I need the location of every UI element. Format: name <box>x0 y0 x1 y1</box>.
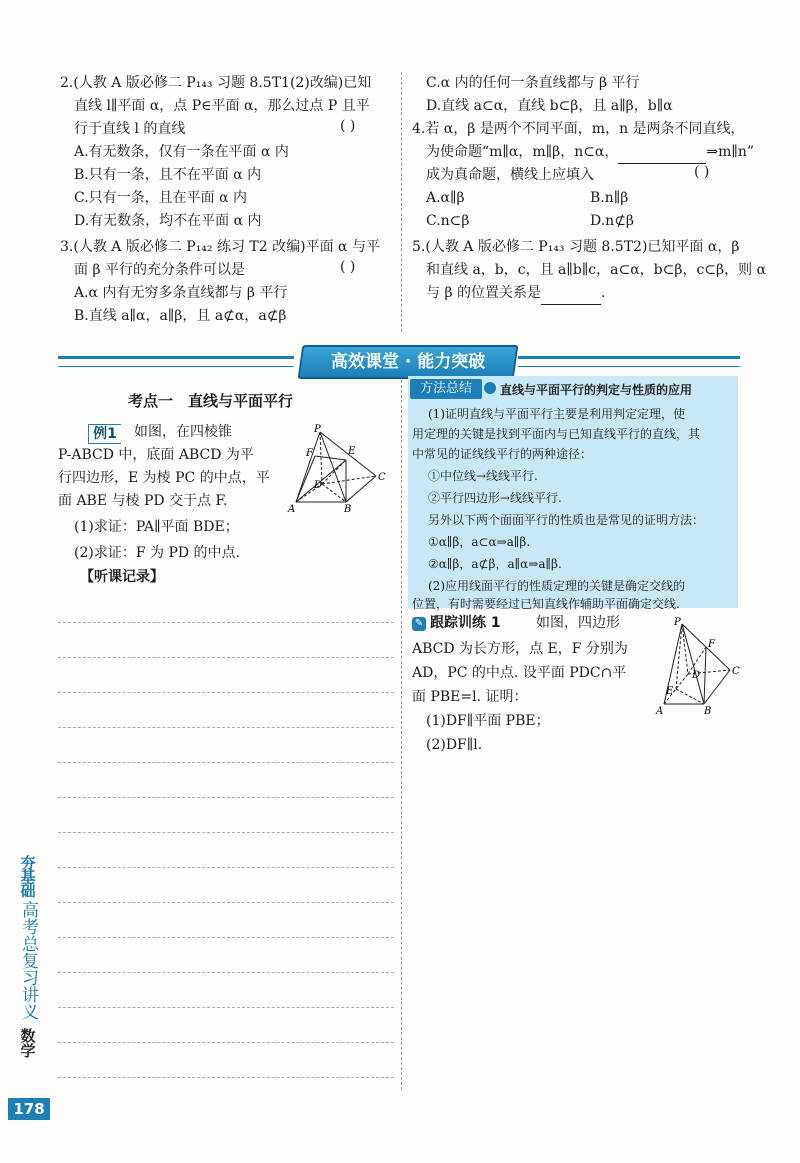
fig1-label-e: E <box>348 446 356 457</box>
sidebar-subject: 数学 <box>18 1028 37 1058</box>
q4-line-3: 成为真命题，横线上应填入 <box>426 167 594 183</box>
method-line-5: ②平行四边形→线线平行. <box>428 491 562 505</box>
fig2-label-a: A <box>656 706 664 716</box>
training-line-4: 面 PBE=l. 证明： <box>412 689 528 705</box>
training-part-1: (1)DF∥平面 PBE； <box>426 713 550 729</box>
q4-answer-paren: ( ) <box>694 164 710 180</box>
q5-line-2: 和直线 a，b，c，且 a∥b∥c，a⊂α，b⊂β，c⊂β，则 α <box>426 262 767 278</box>
method-line-2: 用定理的关键是找到平面内与已知直线平行的直线，其 <box>412 427 701 441</box>
method-line-8: ②α∥β，a⊄β，a∥α⇒a∥β. <box>428 557 562 571</box>
speech-bubble-icon <box>484 382 496 394</box>
fig2-label-c: C <box>732 666 740 677</box>
method-line-9: (2)应用线面平行的性质定理的关键是确定交线的 <box>428 579 685 593</box>
notes-label: 【听课记录】 <box>80 569 164 585</box>
q4-option-d: D.n⊄β <box>590 213 635 229</box>
fig2-label-d: D <box>692 670 701 681</box>
note-line <box>58 1007 394 1008</box>
method-summary-tag: 方法总结 <box>410 379 482 399</box>
sidebar-series: 高考总复习讲义 <box>18 901 38 1020</box>
q2-option-a: A.有无数条，仅有一条在平面 α 内 <box>74 144 289 160</box>
example-part-2: (2)求证：F 为 PD 的中点. <box>74 545 240 561</box>
training-line-2: ABCD 为长方形，点 E，F 分别为 <box>412 641 628 657</box>
column-divider-bottom <box>401 380 402 1090</box>
q2-line-2: 直线 l∥平面 α，点 P∈平面 α，那么过点 P 且平 <box>74 98 370 114</box>
fig1-label-b: B <box>344 504 352 515</box>
fig2-label-f: F <box>708 639 715 650</box>
q4-option-b: B.n∥β <box>590 190 629 206</box>
q4-line-2 <box>426 141 754 164</box>
note-line <box>58 797 394 798</box>
q2-line-3: 行于直线 l 的直线 <box>74 121 186 137</box>
q3-option-b: B.直线 a∥α，a∥β，且 a⊄α，a⊄β <box>74 308 287 324</box>
note-line <box>58 1077 394 1078</box>
section-banner <box>298 345 519 379</box>
note-line <box>58 727 394 728</box>
column-divider-top <box>401 72 402 332</box>
q3-option-c: C.α 内的任何一条直线都与 β 平行 <box>426 75 640 91</box>
note-line <box>58 937 394 938</box>
sidebar-brand <box>8 855 48 1058</box>
example-line-1: 如图，在四棱锥 <box>134 424 232 440</box>
fig2-label-e: E <box>666 686 674 697</box>
q4-option-a: A.α∥β <box>426 190 465 206</box>
q5-fill-blank[interactable] <box>541 290 601 305</box>
section-title: 考点一 直线与平面平行 <box>128 392 294 410</box>
example-line-4: 面 ABE 与棱 PD 交于点 F. <box>58 493 228 509</box>
q2-line-1: 2.(人教 A 版必修二 P₁₄₃ 习题 8.5T1(2)改编)已知 <box>60 75 372 91</box>
q4-line-2-pre: 为使命题“m∥α，m∥β，n⊂α， <box>426 144 619 160</box>
fig2-label-p: P <box>674 617 681 628</box>
note-line <box>58 832 394 833</box>
method-line-7: ①α∥β，a⊂α⇒a∥β. <box>428 535 531 549</box>
training-line-3: AD，PC 的中点. 设平面 PDC∩平 <box>412 665 627 681</box>
training-line-1: 如图，四边形 <box>536 615 620 631</box>
example-line-3: 行四边形，E 为棱 PC 的中点，平 <box>58 470 270 486</box>
q5-line-3-post: . <box>601 285 606 301</box>
q3-option-a: A.α 内有无穷多条直线都与 β 平行 <box>74 285 288 301</box>
method-line-10: 位置，有时需要经过已知直线作辅助平面确定交线. <box>412 597 680 611</box>
training-icon: ✎ <box>412 617 426 631</box>
q3-line-1: 3.(人教 A 版必修二 P₁₄₂ 练习 T2 改编)平面 α 与平 <box>60 239 380 255</box>
example-part-1: (1)求证：PA∥平面 BDE； <box>74 519 239 535</box>
q4-line-2-post: ⇒m∥n” <box>706 144 755 160</box>
fig1-label-c: C <box>378 472 386 483</box>
fig1-label-d: D <box>314 480 323 491</box>
pyramid-figure-1 <box>284 424 396 516</box>
section-banner-text: 高效课堂 · 能力突破 <box>330 352 486 372</box>
banner-band-left <box>58 356 294 367</box>
q2-option-b: B.只有一条，且不在平面 α 内 <box>74 167 262 183</box>
fig2-label-b: B <box>704 706 712 716</box>
training-part-2: (2)DF∥l. <box>426 737 483 753</box>
q4-fill-blank[interactable] <box>618 149 706 164</box>
q3-option-d: D.直线 a⊂α，直线 b⊂β，且 a∥β，b∥α <box>426 98 673 114</box>
note-line <box>58 762 394 763</box>
method-line-4: ①中位线→线线平行. <box>428 469 538 483</box>
pyramid-figure-2 <box>652 616 746 716</box>
fig1-label-a: A <box>288 504 296 515</box>
q5-line-1: 5.(人教 A 版必修二 P₁₄₃ 习题 8.5T2)已知平面 α，β <box>412 239 740 255</box>
note-line <box>58 622 394 623</box>
training-label: 跟踪训练 1 <box>430 615 501 631</box>
method-line-1: (1)证明直线与平面平行主要是利用判定定理，使 <box>428 407 685 421</box>
q5-line-3-pre: 与 β 的位置关系是 <box>426 285 541 301</box>
q3-answer-paren: ( ) <box>340 259 356 275</box>
note-line <box>58 972 394 973</box>
q4-option-c: C.n⊂β <box>426 213 470 229</box>
q3-line-2: 面 β 平行的充分条件可以是 <box>74 262 245 278</box>
example-tag: 例1 <box>88 424 121 444</box>
fig1-label-p: P <box>314 424 321 435</box>
note-line <box>58 692 394 693</box>
method-summary-title: 直线与平面平行的判定与性质的应用 <box>500 383 693 397</box>
q5-line-3 <box>426 282 605 305</box>
method-line-3: 中常见的证线线平行的两种途径： <box>412 447 593 461</box>
q2-answer-paren: ( ) <box>340 118 356 134</box>
sidebar-brand-name: 夯基础 <box>18 855 37 897</box>
q4-line-1: 4.若 α，β 是两个不同平面，m，n 是两条不同直线， <box>412 121 745 137</box>
note-line <box>58 902 394 903</box>
page-number: 178 <box>8 1098 50 1120</box>
q2-option-c: C.只有一条，且在平面 α 内 <box>74 190 248 206</box>
method-line-6: 另外以下两个面面平行的性质也是常见的证明方法： <box>428 513 705 527</box>
q2-option-d: D.有无数条，均不在平面 α 内 <box>74 213 262 229</box>
note-line <box>58 1042 394 1043</box>
banner-band-right <box>518 356 740 367</box>
fig1-label-f: F <box>306 448 313 459</box>
note-line <box>58 867 394 868</box>
note-line <box>58 657 394 658</box>
example-line-2: P-ABCD 中，底面 ABCD 为平 <box>58 447 254 463</box>
